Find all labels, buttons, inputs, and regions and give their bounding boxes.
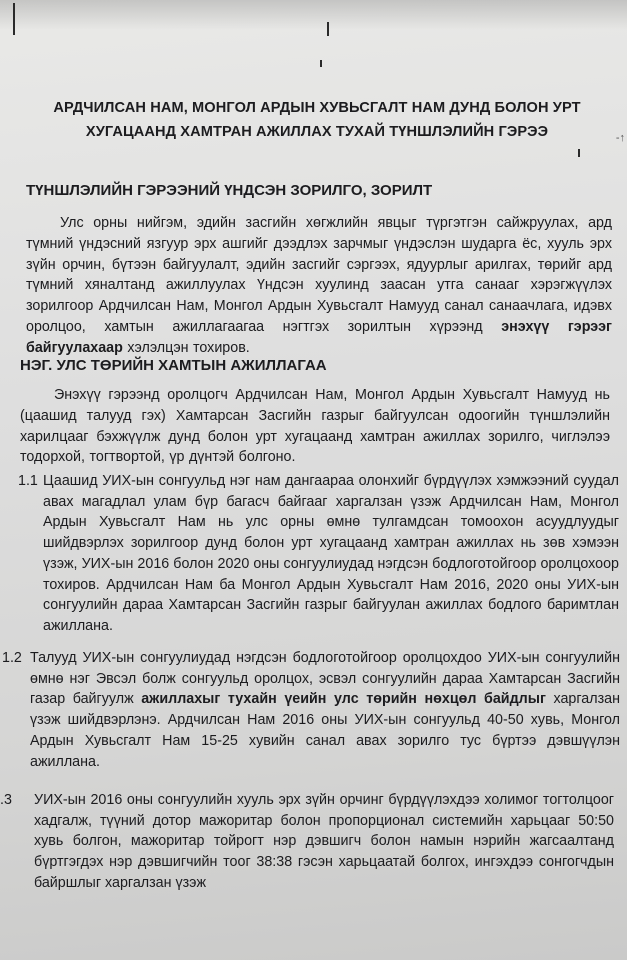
item-text: УИХ-ын 2016 оны сонгуулийн хууль эрх зүйн орчинг бүрдүүлэхдээ холимог тогтолцоог хадгалж, түүний дотор мажоритар болон пропорционал системийн харьцааг 50:50 хувь болгон, мажоритар тойрогт нэр дэвшигч болон намын нэрийн жагсаалтанд бүртгэгдэх нэр дэвшигчийн тоог 38:38 гэсэн харьцаатай болгох, ингэхдээ сонгогчдын байршлыг харгалзан үзэж [34,792,614,891]
paragraph-bold-text: энэхүү гэрээг байгуулахаар [26,318,612,356]
pen-mark [327,22,329,36]
section-one-paragraph: Энэхүү гэрээнд оролцогч Ардчилсан Нам, Монгол Ардын Хувьсгалт Намууд нь (цаашид талууд гэх) Хамтарсан Засгийн газрыг байгуулсан одоогийн түншлэлийн харилцааг бэхжүүлж дунд болон урт хугацаанд хамтран ажиллах зорилго, чиглэлээ тодорхой, тогтвортой, үр дүнтэй болгоно. [20,387,610,466]
item-text [30,648,620,772]
item-bold-text: ажиллахыг тухайн үеийн улс төрийн нөхцөл байдлыг [141,691,546,708]
list-item [18,471,622,634]
edge-mark: -↑ [615,132,625,144]
item-number: 1.2 [2,650,22,666]
paragraph-text: хэлэлцэн тохиров. [122,339,250,356]
section-goal-paragraph [26,213,612,359]
pen-mark [13,3,15,35]
document-title: АРДЧИЛСАН НАМ, МОНГОЛ АРДЫН ХУВЬСГАЛТ НАМ ДУНД БОЛОН УРТ ХУГАЦААНД ХАМТРАН АЖИЛЛАХ ТУХАЙ ТҮНШЛЭЛИЙН ГЭРЭЭ [53,100,581,140]
item-text-part: Талууд УИХ-ын сонгуулиудад нэгдсэн бодлоготойгоор оролцохдоо УИХ-ын сонгуулийн өмнө нэг Эвсэл болж сонгуульд оролцох, эсвэл сонгуулийн дараа Хамтарсан Засгийн газар байгуулж [30,650,620,708]
paragraph-text: Улс орны нийгэм, эдийн засгийн хөгжлийн явцыг түргэтгэн сайжруулах, ард түмний үндэсний язгуур эрх ашгийг дээдлэх зарчмыг үндэслэн шударга ёс, хууль эрх зүйн орчин, бүтээн байгуулалт, эдийн засгийг сэргээх, ядуурлыг арилгах, төрийг ард түмний хяналтанд ажиллуулах Үндсэн хуулинд заасан утга санааг хэрэгжүүлэх зорилгоор Ардчилсан Нам, Монгол Ардын Хувьсгалт Намууд санал санаачлага, идэвх оролцоо, хамтын ажиллагаагаа нэгтгэх зорилтын хүрээнд [26,215,612,335]
list-item [2,648,622,768]
item-number: 1.1 [18,473,38,489]
item-text: Цаашид УИХ-ын сонгуульд нэг нам дангаараа олонхийг бүрдүүлэх хэмжээний суудал авах магадлал улам бүр багасч байгааг харгалзан үзэж Ардчилсан Нам, Монгол Ардын Хувьсгалт Нам нь улс орны өмнө тулгамдсан томоохон асуудлуудыг шийдвэрлэх зорилгоор дунд болон урт хугацаанд хамтран ажиллах нь зөв хэмээн үзэж, УИХ-ын 2016 болон 2020 оны сонгуулиудад нэгдсэн бодлоготойгоор оролцохоор тохиров. Ардчилсан Нам ба Монгол Ардын Хувьсгалт Нам 2016, 2020 оны УИХ-ын сонгуулийн дараа Хамтарсан Засгийн газрыг байгуулан ажиллах бодлого баримтлан ажиллана. [43,473,619,634]
page-shadow [0,0,627,30]
pen-mark [320,60,322,67]
item-text-part: харгалзан үзэж шийдвэрлэнэ. Ардчилсан Нам 2016 оны УИХ-ын сонгуульд 40-50 хувь, Монгол Ардын Хувьсгалт Нам 15-25 хувийн санал авах зорилго тус бүртээ дэвшүүлэн ажиллана. [30,691,620,770]
item-number: .3 [0,792,12,808]
list-item [0,790,624,920]
pen-mark [578,149,580,157]
section-one-heading: НЭГ. УЛС ТӨРИЙН ХАМТЫН АЖИЛЛАГАА [20,357,327,374]
section-goal-heading: ТҮНШЛЭЛИЙН ГЭРЭЭНИЙ ҮНДСЭН ЗОРИЛГО, ЗОРИЛТ [26,182,433,199]
